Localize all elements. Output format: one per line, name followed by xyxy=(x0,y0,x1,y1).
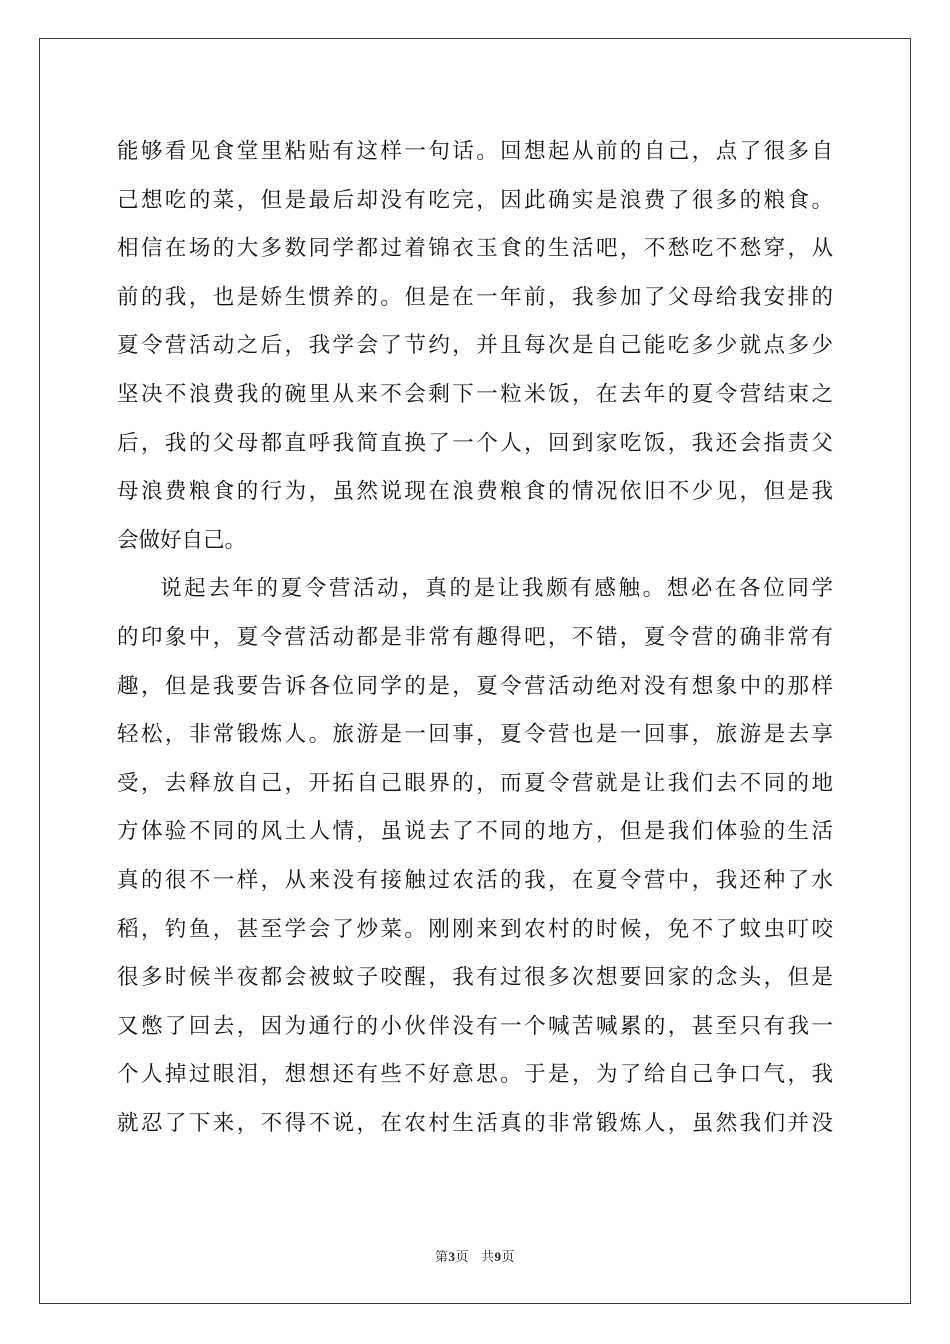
footer-current-page: 3 xyxy=(448,1249,456,1264)
footer-total-prefix: 共 xyxy=(481,1250,495,1265)
footer-page-suffix: 页 xyxy=(455,1250,469,1265)
document-body xyxy=(117,128,833,1148)
footer-page-prefix: 第 xyxy=(434,1250,449,1265)
text-line: 轻松，非常锻炼人。旅游是一回事，夏令营也是一回事，旅游是去享 xyxy=(117,722,833,748)
text-line: 坚决不浪费我的碗里从来不会剩下一粒米饭，在去年的夏令营结束之 xyxy=(117,381,833,407)
text-line: 很多时候半夜都会被蚊子咬醒，我有过很多次想要回家的念头，但是 xyxy=(117,965,833,991)
text-line: 趣，但是我要告诉各位同学的是，夏令营活动绝对没有想象中的那样 xyxy=(117,673,833,699)
text-line: 前的我，也是娇生惯养的。但是在一年前，我参加了父母给我安排的 xyxy=(117,284,833,310)
text-line: 相信在场的大多数同学都过着锦衣玉食的生活吧，不愁吃不愁穿，从 xyxy=(117,236,833,262)
text-line: 后，我的父母都直呼我简直换了一个人，回到家吃饭，我还会指责父 xyxy=(117,430,833,456)
text-line: 受，去释放自己，开拓自己眼界的，而夏令营就是让我们去不同的地 xyxy=(117,770,833,796)
text-line: 方体验不同的风土人情，虽说去了不同的地方，但是我们体验的生活 xyxy=(117,819,833,845)
text-line: 会做好自己。 xyxy=(117,527,247,553)
text-line: 又憋了回去，因为通行的小伙伴没有一个喊苦喊累的，甚至只有我一 xyxy=(117,1013,833,1039)
text-line: 个人掉过眼泪，想想还有些不好意思。于是，为了给自己争口气，我 xyxy=(117,1062,833,1088)
text-line: 的印象中，夏令营活动都是非常有趣得吧，不错，夏令营的确非常有 xyxy=(117,624,833,650)
page-footer xyxy=(0,1246,950,1265)
text-line: 真的很不一样，从来没有接触过农活的我，在夏令营中，我还种了水 xyxy=(117,867,833,893)
footer-total-suffix: 页 xyxy=(501,1250,516,1265)
text-line: 母浪费粮食的行为，虽然说现在浪费粮食的情况依旧不少见，但是我 xyxy=(117,479,833,505)
paragraph-first-line: 说起去年的夏令营活动，真的是让我颇有感触。想必在各位同学 xyxy=(160,576,833,602)
text-line: 稻，钓鱼，甚至学会了炒菜。刚刚来到农村的时候，免不了蚊虫叮咬 xyxy=(117,916,833,942)
text-line: 己想吃的菜，但是最后却没有吃完，因此确实是浪费了很多的粮食。 xyxy=(117,187,833,213)
text-line: 能够看见食堂里粘贴有这样一句话。回想起从前的自己，点了很多自 xyxy=(117,139,833,164)
text-line: 夏令营活动之后，我学会了节约，并且每次是自己能吃多少就点多少 xyxy=(117,333,833,359)
footer-total-pages: 9 xyxy=(494,1249,502,1264)
text-line: 就忍了下来，不得不说，在农村生活真的非常锻炼人，虽然我们并没 xyxy=(117,1110,833,1136)
